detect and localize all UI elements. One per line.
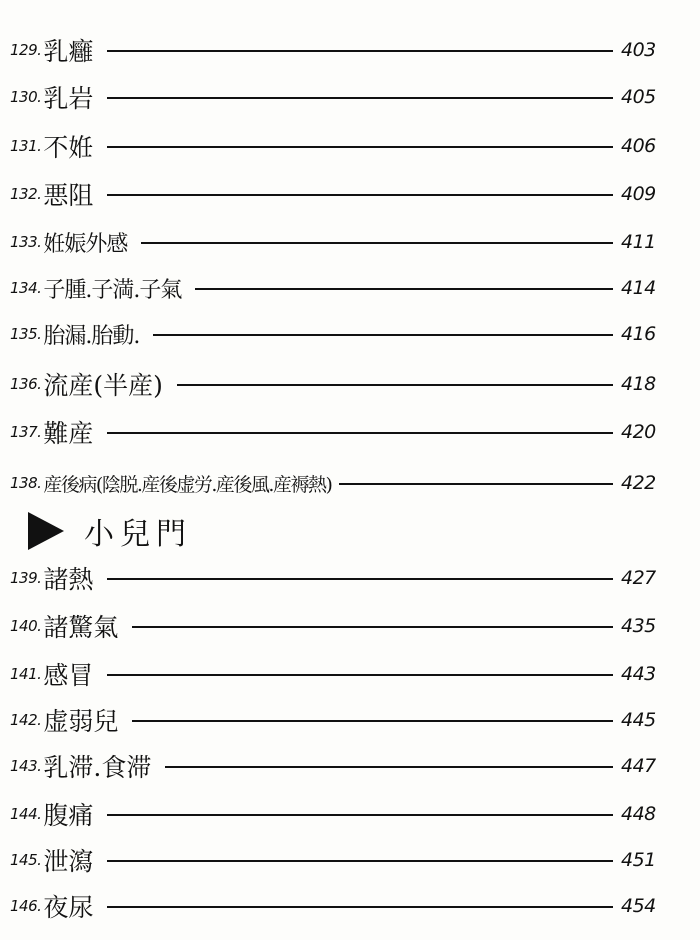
toc-entry bbox=[10, 312, 665, 356]
entry-page: 422 bbox=[621, 472, 656, 494]
entry-number: 132. bbox=[10, 185, 42, 203]
entry-number: 139. bbox=[10, 569, 42, 587]
toc-entry bbox=[10, 556, 665, 600]
leader-line bbox=[107, 860, 613, 862]
entry-page: 451 bbox=[621, 849, 656, 871]
entry-title: 諸驚氣 bbox=[43, 613, 119, 642]
entry-title: 難産 bbox=[43, 419, 94, 448]
entry-number: 136. bbox=[10, 375, 42, 393]
leader-line bbox=[107, 50, 613, 52]
leader-line bbox=[107, 906, 613, 908]
toc-entry bbox=[10, 220, 665, 264]
triangle-icon bbox=[28, 512, 64, 550]
entry-title: 産後病(陰脱.産後虚労.産後風.産褥熱) bbox=[43, 473, 332, 496]
entry-title: 感冒 bbox=[43, 661, 94, 690]
entry-title: 諸熱 bbox=[43, 565, 94, 594]
entry-page: 448 bbox=[621, 803, 656, 825]
leader-line bbox=[107, 194, 613, 196]
entry-number: 137. bbox=[10, 423, 42, 441]
section-heading bbox=[28, 506, 192, 556]
leader-line bbox=[107, 97, 613, 99]
entry-page: 443 bbox=[621, 663, 656, 685]
entry-title: 泄瀉 bbox=[43, 847, 94, 876]
entry-page: 403 bbox=[621, 39, 656, 61]
entry-number: 144. bbox=[10, 805, 42, 823]
entry-page: 427 bbox=[621, 567, 656, 589]
entry-page: 435 bbox=[621, 615, 656, 637]
entry-title: 腹痛 bbox=[43, 801, 94, 830]
entry-number: 140. bbox=[10, 617, 42, 635]
entry-number: 146. bbox=[10, 897, 42, 915]
entry-title: 流産(半産) bbox=[43, 371, 163, 400]
leader-line bbox=[107, 814, 613, 816]
entry-page: 418 bbox=[621, 373, 656, 395]
entry-page: 409 bbox=[621, 183, 656, 205]
entry-page: 414 bbox=[621, 277, 656, 299]
toc-entry bbox=[10, 124, 665, 168]
toc-entry bbox=[10, 28, 665, 72]
toc-entry bbox=[10, 698, 665, 742]
entry-number: 129. bbox=[10, 41, 42, 59]
leader-line bbox=[132, 720, 613, 722]
toc-entry bbox=[10, 652, 665, 696]
section-title: 小兒門 bbox=[84, 517, 192, 552]
entry-number: 130. bbox=[10, 88, 42, 106]
leader-line bbox=[195, 288, 613, 290]
entry-title: 虚弱兒 bbox=[43, 707, 119, 736]
entry-title: 姙娠外感 bbox=[43, 231, 128, 257]
leader-line bbox=[177, 384, 613, 386]
entry-number: 138. bbox=[10, 474, 42, 492]
toc-entry bbox=[10, 792, 665, 836]
entry-page: 447 bbox=[621, 755, 656, 777]
entry-number: 134. bbox=[10, 279, 42, 297]
entry-title: 夜尿 bbox=[43, 893, 94, 922]
toc-entry bbox=[10, 744, 665, 788]
leader-line bbox=[132, 626, 613, 628]
entry-title: 乳癰 bbox=[43, 37, 94, 66]
entry-number: 143. bbox=[10, 757, 42, 775]
toc-entry bbox=[10, 362, 665, 406]
leader-line bbox=[107, 146, 613, 148]
entry-number: 135. bbox=[10, 325, 42, 343]
entry-title: 子腫.子満.子氣 bbox=[43, 277, 182, 303]
leader-line bbox=[107, 432, 613, 434]
entry-page: 406 bbox=[621, 135, 656, 157]
entry-number: 145. bbox=[10, 851, 42, 869]
leader-line bbox=[141, 242, 613, 244]
entry-number: 141. bbox=[10, 665, 42, 683]
entry-page: 411 bbox=[621, 231, 656, 253]
entry-title: 悪阻 bbox=[43, 181, 94, 210]
entry-page: 405 bbox=[621, 86, 656, 108]
entry-title: 不姙 bbox=[43, 133, 94, 162]
leader-line bbox=[165, 766, 613, 768]
leader-line bbox=[153, 334, 613, 336]
toc-entry bbox=[10, 884, 665, 928]
entry-page: 420 bbox=[621, 421, 656, 443]
toc-entry bbox=[10, 410, 665, 454]
entry-title: 胎漏.胎動. bbox=[43, 323, 140, 349]
entry-number: 142. bbox=[10, 711, 42, 729]
entry-page: 454 bbox=[621, 895, 656, 917]
toc-entry bbox=[10, 461, 665, 505]
toc-entry bbox=[10, 604, 665, 648]
entry-number: 133. bbox=[10, 233, 42, 251]
leader-line bbox=[339, 483, 613, 485]
entry-number: 131. bbox=[10, 137, 42, 155]
leader-line bbox=[107, 578, 613, 580]
toc-entry bbox=[10, 266, 665, 310]
entry-page: 416 bbox=[621, 323, 656, 345]
entry-title: 乳滞.食滞 bbox=[43, 753, 152, 782]
leader-line bbox=[107, 674, 613, 676]
entry-page: 445 bbox=[621, 709, 656, 731]
toc-entry bbox=[10, 838, 665, 882]
toc-entry bbox=[10, 75, 665, 119]
toc-entry bbox=[10, 172, 665, 216]
entry-title: 乳岩 bbox=[43, 84, 94, 113]
